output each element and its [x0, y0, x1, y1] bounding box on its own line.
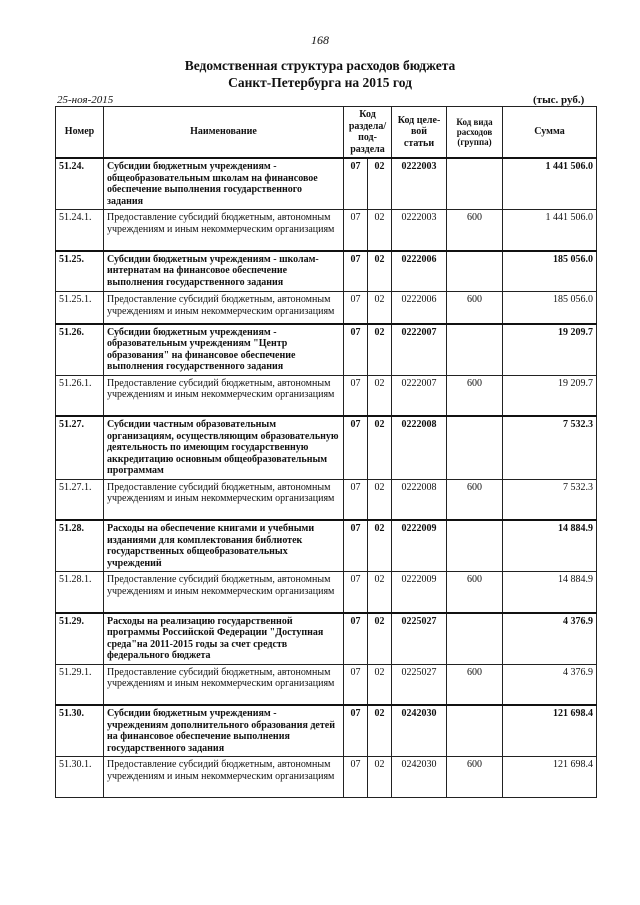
- row-subsection: 02: [368, 292, 392, 324]
- row-subsection: 02: [368, 664, 392, 705]
- row-amount: 7 532.3: [503, 416, 597, 479]
- table-row: [56, 251, 597, 292]
- row-amount: 14 884.9: [503, 572, 597, 613]
- row-number: 51.30.1.: [56, 757, 104, 798]
- row-expense-type: 600: [447, 210, 503, 251]
- row-target: 0225027: [392, 664, 447, 705]
- row-expense-type: [447, 416, 503, 479]
- header-number: Номер: [56, 107, 104, 159]
- header-expense-type: Код вида расходов (группа): [447, 107, 503, 159]
- report-date: 25-ноя-2015: [57, 94, 114, 106]
- row-section: 07: [344, 479, 368, 520]
- row-number: 51.27.: [56, 416, 104, 479]
- row-number: 51.26.1.: [56, 375, 104, 416]
- row-amount: 121 698.4: [503, 705, 597, 757]
- row-name: Субсидии бюджетным учреждениям - учреждениям дополнительного образования детей на финансовое обеспечение выполнения государственного задания: [104, 705, 344, 757]
- row-subsection: 02: [368, 158, 392, 210]
- row-section: 07: [344, 375, 368, 416]
- table-row: [56, 292, 597, 324]
- row-section: 07: [344, 572, 368, 613]
- row-section: 07: [344, 520, 368, 572]
- row-number: 51.25.1.: [56, 292, 104, 324]
- row-number: 51.27.1.: [56, 479, 104, 520]
- table-row: [56, 757, 597, 798]
- row-target: 0222007: [392, 375, 447, 416]
- row-name: Предоставление субсидий бюджетным, автономным учреждениям и иным некоммерческим организациям: [104, 210, 344, 251]
- row-target: 0222009: [392, 520, 447, 572]
- row-subsection: 02: [368, 210, 392, 251]
- row-subsection: 02: [368, 520, 392, 572]
- row-section: 07: [344, 705, 368, 757]
- row-number: 51.30.: [56, 705, 104, 757]
- row-name: Субсидии бюджетным учреждениям - общеобразовательным школам на финансовое обеспечение выполнения государственного задания: [104, 158, 344, 210]
- row-expense-type: [447, 520, 503, 572]
- row-name: Предоставление субсидий бюджетным, автономным учреждениям и иным некоммерческим организациям: [104, 757, 344, 798]
- row-name: Субсидии частным образовательным организациям, осуществляющим образовательную деятельность по имеющим государственную аккредитацию основным общеобразовательным программам: [104, 416, 344, 479]
- row-target: 0222008: [392, 479, 447, 520]
- row-name: Предоставление субсидий бюджетным, автономным учреждениям и иным некоммерческим организациям: [104, 572, 344, 613]
- row-expense-type: 600: [447, 375, 503, 416]
- row-target: 0222006: [392, 251, 447, 292]
- row-target: 0222003: [392, 210, 447, 251]
- table-row: [56, 158, 597, 210]
- table-row: [56, 664, 597, 705]
- row-target: 0222008: [392, 416, 447, 479]
- table-row: [56, 324, 597, 376]
- row-subsection: 02: [368, 705, 392, 757]
- table-row: [56, 416, 597, 479]
- row-target: 0222003: [392, 158, 447, 210]
- row-subsection: 02: [368, 479, 392, 520]
- row-name: Расходы на реализацию государственной программы Российской Федерации "Доступная среда"на 2011-2015 годы за счет средств федерального бюджета: [104, 613, 344, 665]
- row-section: 07: [344, 158, 368, 210]
- row-name: Предоставление субсидий бюджетным, автономным учреждениям и иным некоммерческим организациям: [104, 664, 344, 705]
- row-target: 0225027: [392, 613, 447, 665]
- row-name: Предоставление субсидий бюджетным, автономным учреждениям и иным некоммерческим организациям: [104, 292, 344, 324]
- row-section: 07: [344, 613, 368, 665]
- row-subsection: 02: [368, 613, 392, 665]
- table-row: [56, 210, 597, 251]
- row-subsection: 02: [368, 416, 392, 479]
- row-name: Субсидии бюджетным учреждениям - школам-интернатам на финансовое обеспечение выполнения государственного задания: [104, 251, 344, 292]
- row-expense-type: [447, 705, 503, 757]
- row-expense-type: [447, 613, 503, 665]
- table-row: [56, 479, 597, 520]
- row-amount: 185 056.0: [503, 292, 597, 324]
- row-target: 0242030: [392, 757, 447, 798]
- row-expense-type: [447, 324, 503, 376]
- row-expense-type: 600: [447, 572, 503, 613]
- table-body: [56, 158, 597, 798]
- row-subsection: 02: [368, 375, 392, 416]
- row-number: 51.29.: [56, 613, 104, 665]
- table-header-row: [56, 107, 597, 159]
- document-title: [0, 57, 640, 91]
- row-target: 0222006: [392, 292, 447, 324]
- row-name: Предоставление субсидий бюджетным, автономным учреждениям и иным некоммерческим организациям: [104, 375, 344, 416]
- row-section: 07: [344, 324, 368, 376]
- header-amount: Сумма: [503, 107, 597, 159]
- table-row: [56, 520, 597, 572]
- row-expense-type: 600: [447, 479, 503, 520]
- row-number: 51.26.: [56, 324, 104, 376]
- row-target: 0222007: [392, 324, 447, 376]
- row-number: 51.29.1.: [56, 664, 104, 705]
- row-subsection: 02: [368, 572, 392, 613]
- header-name: Наименование: [104, 107, 344, 159]
- row-amount: 1 441 506.0: [503, 158, 597, 210]
- row-section: 07: [344, 210, 368, 251]
- row-name: Предоставление субсидий бюджетным, автономным учреждениям и иным некоммерческим организациям: [104, 479, 344, 520]
- row-target: 0242030: [392, 705, 447, 757]
- row-expense-type: 600: [447, 664, 503, 705]
- row-section: 07: [344, 251, 368, 292]
- row-section: 07: [344, 664, 368, 705]
- row-expense-type: 600: [447, 757, 503, 798]
- table-row: [56, 572, 597, 613]
- header-section: Код раздела/ под-раздела: [344, 107, 392, 159]
- header-target: Код целе-вой статьи: [392, 107, 447, 159]
- row-amount: 185 056.0: [503, 251, 597, 292]
- row-subsection: 02: [368, 757, 392, 798]
- row-amount: 14 884.9: [503, 520, 597, 572]
- row-amount: 7 532.3: [503, 479, 597, 520]
- row-number: 51.25.: [56, 251, 104, 292]
- row-section: 07: [344, 292, 368, 324]
- title-line-2: Санкт-Петербурга на 2015 год: [228, 75, 412, 90]
- row-amount: 121 698.4: [503, 757, 597, 798]
- row-subsection: 02: [368, 324, 392, 376]
- row-subsection: 02: [368, 251, 392, 292]
- table-row: [56, 375, 597, 416]
- row-target: 0222009: [392, 572, 447, 613]
- row-amount: 4 376.9: [503, 664, 597, 705]
- row-number: 51.28.1.: [56, 572, 104, 613]
- row-section: 07: [344, 757, 368, 798]
- row-name: Расходы на обеспечение книгами и учебными изданиями для комплектования библиотек государственных общеобразовательных учреждений: [104, 520, 344, 572]
- row-expense-type: [447, 158, 503, 210]
- row-number: 51.24.: [56, 158, 104, 210]
- page-number: 168: [311, 33, 329, 47]
- row-expense-type: [447, 251, 503, 292]
- row-expense-type: 600: [447, 292, 503, 324]
- units-label: (тыс. руб.): [533, 94, 585, 106]
- title-line-1: Ведомственная структура расходов бюджета: [184, 58, 456, 73]
- row-amount: 19 209.7: [503, 375, 597, 416]
- row-amount: 19 209.7: [503, 324, 597, 376]
- table-row: [56, 613, 597, 665]
- budget-table: [55, 106, 597, 798]
- row-amount: 4 376.9: [503, 613, 597, 665]
- table-row: [56, 705, 597, 757]
- row-section: 07: [344, 416, 368, 479]
- row-number: 51.28.: [56, 520, 104, 572]
- row-amount: 1 441 506.0: [503, 210, 597, 251]
- row-name: Субсидии бюджетным учреждениям - образовательным учреждениям "Центр образования" на финансовое обеспечение выполнения государственного задания: [104, 324, 344, 376]
- row-number: 51.24.1.: [56, 210, 104, 251]
